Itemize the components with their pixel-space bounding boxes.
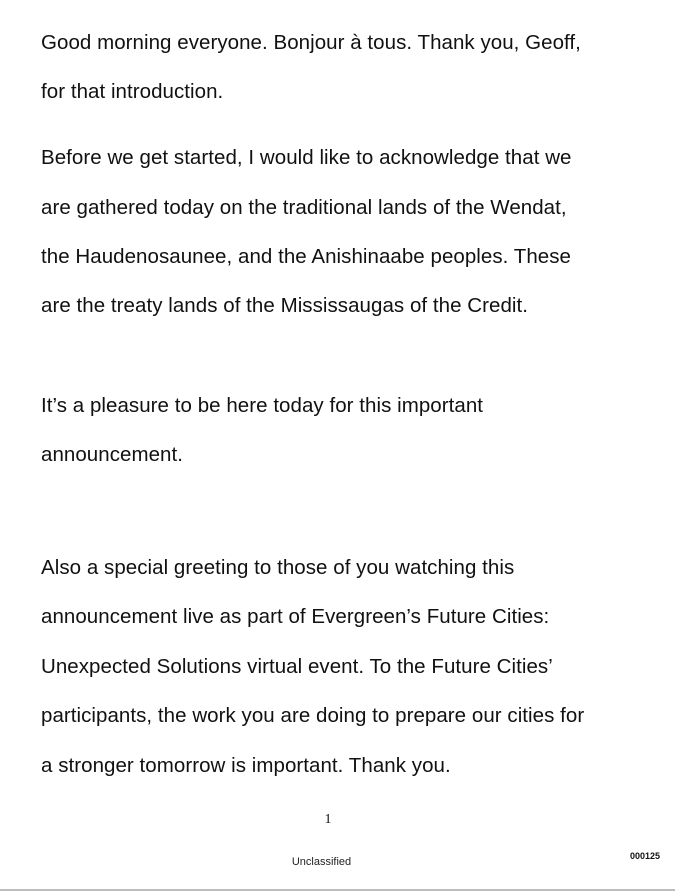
paragraph-4-line-4: participants, the work you are doing to prepare our cities for — [41, 704, 585, 727]
paragraph-1-line-1: Good morning everyone. Bonjour à tous. Thank you, Geoff, — [41, 31, 581, 54]
paragraph-3-line-1: It’s a pleasure to be here today for this important — [41, 394, 484, 417]
document-id: 000125 — [629, 851, 660, 861]
page-number: 1 — [324, 812, 332, 827]
paragraph-4-line-1: Also a special greeting to those of you watching this — [41, 556, 515, 579]
paragraph-2-line-3: the Haudenosaunee, and the Anishinaabe peoples. These — [41, 245, 572, 268]
paragraph-4-line-5: a stronger tomorrow is important. Thank you. — [41, 754, 451, 777]
paragraph-4-line-2: announcement live as part of Evergreen’s Future Cities: — [41, 605, 550, 628]
paragraph-3-line-2: announcement. — [41, 443, 183, 466]
paragraph-1-line-2: for that introduction. — [41, 80, 224, 103]
paragraph-2-line-2: are gathered today on the traditional lands of the Wendat, — [41, 196, 567, 219]
paragraph-2-line-4: are the treaty lands of the Mississaugas of the Credit. — [41, 294, 529, 317]
paragraph-4-line-3: Unexpected Solutions virtual event. To the Future Cities’ — [41, 655, 553, 678]
classification-label: Unclassified — [291, 856, 352, 868]
paragraph-2-line-1: Before we get started, I would like to acknowledge that we — [41, 146, 572, 169]
